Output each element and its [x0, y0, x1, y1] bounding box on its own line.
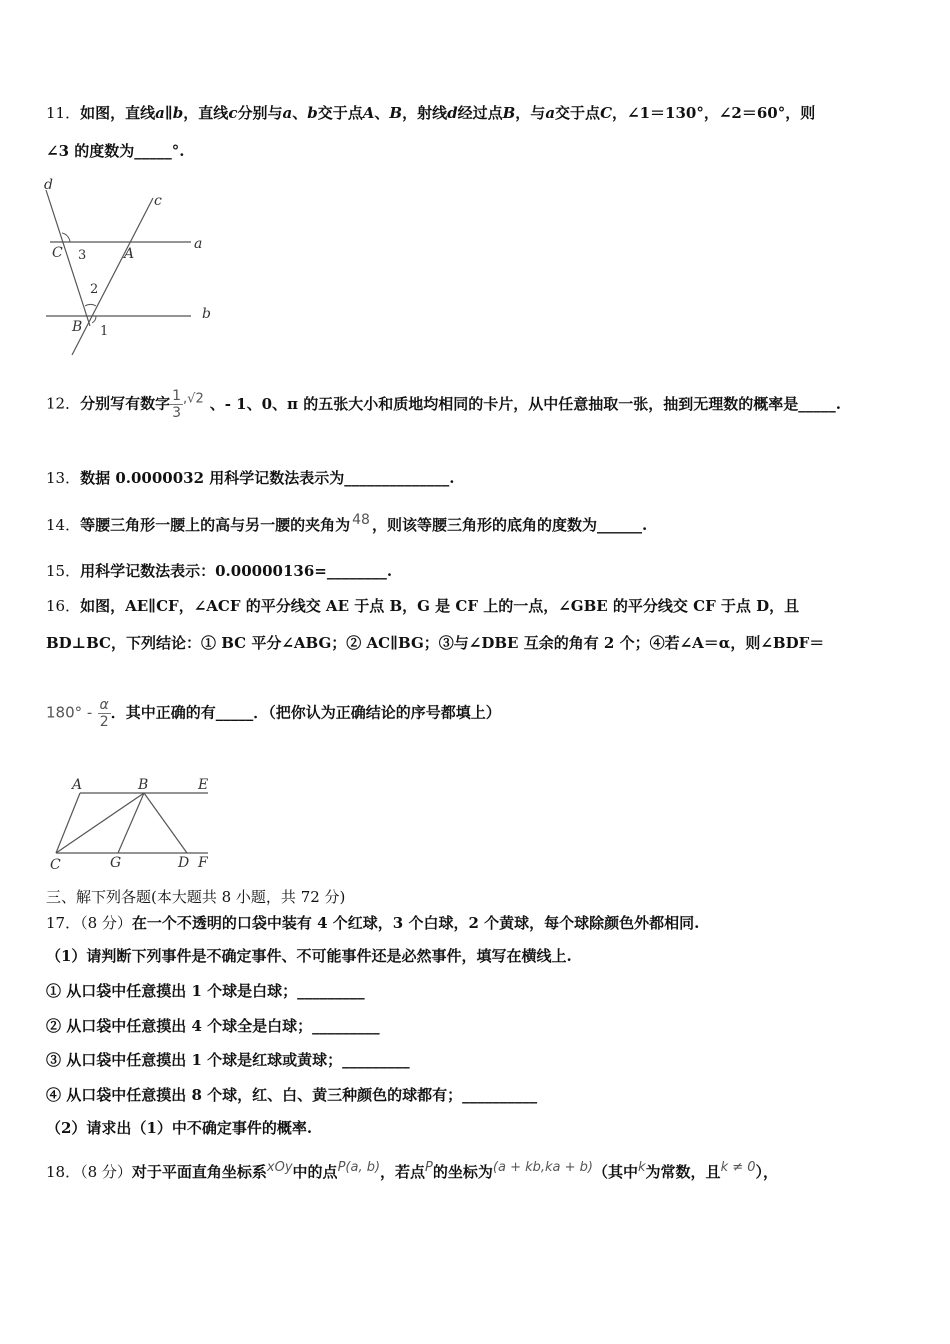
label-a: a: [194, 236, 203, 252]
q11-number: 11．: [46, 104, 81, 122]
q12-fraction: $\frac{1}{3}$: [172, 388, 182, 421]
q17-score: （8 分）: [80, 914, 132, 932]
label-B: B: [138, 777, 149, 793]
q17-item2: ② 从口袋中任意摸出 4 个球全是白球；_________: [46, 1017, 380, 1035]
q18-score: （8 分）: [80, 1163, 132, 1181]
angle-arc-3: [62, 233, 70, 242]
label-B: B: [72, 319, 83, 335]
q12-line: 12．分别写有数字 $\frac{1}{3}$ ,√2 、- 1、0、π 的五张大小和质地均相同的卡片，从中任意抽取一张，抽到无理数的概率是_____.: [46, 388, 841, 421]
section-title: 三、解下列各题(本大题共 8 小题，共 72 分): [46, 888, 346, 906]
seg-AC: [56, 793, 80, 853]
q17-stem: 17．（8 分）在一个不透明的口袋中装有 4 个红球，3 个白球，2 个黄球，每个球除颜色外都相同.: [46, 914, 700, 932]
q15-line: 15．用科学记数法表示：0.00000136=________.: [46, 562, 393, 580]
label-c: c: [154, 193, 162, 209]
q16-expr: 180° -: [46, 703, 93, 722]
q16-line3: 180° - $\frac{\alpha}{2}$ ．其中正确的有_____．（把你认为正确结论的序号都填上）: [46, 697, 501, 730]
q16-fraction: $\frac{\alpha}{2}$: [99, 697, 109, 730]
label-E: E: [198, 777, 209, 793]
figure-trapezoid: [40, 773, 230, 873]
q12-sqrt: ,√2: [183, 391, 204, 407]
label-G: G: [110, 855, 122, 871]
q18-line: 18．（8 分）对于平面直角坐标系xOy中的点P(a, b)，若点P的坐标为(a + kb,ka + b)（其中k为常数，且k ≠ 0），: [46, 1160, 779, 1181]
label-F: F: [198, 855, 208, 871]
q17-item3: ③ 从口袋中任意摸出 1 个球是红球或黄球；_________: [46, 1051, 410, 1069]
label-d: d: [44, 177, 53, 193]
q17-part1: （1）请判断下列事件是不确定事件、不可能事件还是必然事件，填写在横线上.: [46, 947, 572, 965]
q11-line2: ∠3 的度数为_____°.: [46, 142, 185, 160]
q17-part2: （2）请求出（1）中不确定事件的概率.: [46, 1119, 313, 1137]
angle-arc-2: [85, 304, 96, 306]
figure-parallel-lines: [36, 175, 226, 360]
label-2: 2: [90, 282, 99, 297]
q13-line: 13．数据 0.0000032 用科学记数法表示为______________.: [46, 469, 455, 487]
label-D: D: [178, 855, 190, 871]
seg-BD: [144, 793, 187, 853]
label-1: 1: [100, 324, 109, 339]
label-3: 3: [78, 248, 87, 263]
label-A: A: [72, 777, 83, 793]
q17-item1: ① 从口袋中任意摸出 1 个球是白球；_________: [46, 982, 365, 1000]
line-c: [72, 198, 153, 355]
label-C: C: [52, 245, 63, 261]
q14-value: 48: [352, 512, 370, 528]
q16-line2: BD⊥BC，下列结论：① BC 平分∠ABG；② AC∥BG；③与∠DBE 互余的角有 2 个；④若∠A＝α，则∠BDF＝: [46, 634, 825, 652]
q14-line: 14．等腰三角形一腰上的高与另一腰的夹角为 48 ，则该等腰三角形的底角的度数为______.: [46, 512, 648, 534]
q11-line1: 11．如图，直线a∥b，直线c分别与a、b交于点A、B，射线d经过点B，与a交于点C，∠1＝130°，∠2＝60°，则: [46, 104, 816, 122]
label-A: A: [124, 246, 135, 262]
q17-item4: ④ 从口袋中任意摸出 8 个球，红、白、黄三种颜色的球都有；__________: [46, 1086, 538, 1104]
angle-arc-1: [92, 316, 96, 323]
label-b: b: [202, 306, 211, 322]
q16-line1: 16．如图，AE∥CF，∠ACF 的平分线交 AE 于点 B，G 是 CF 上的一点，∠GBE 的平分线交 CF 于点 D，且: [46, 597, 800, 615]
label-C: C: [50, 857, 61, 873]
